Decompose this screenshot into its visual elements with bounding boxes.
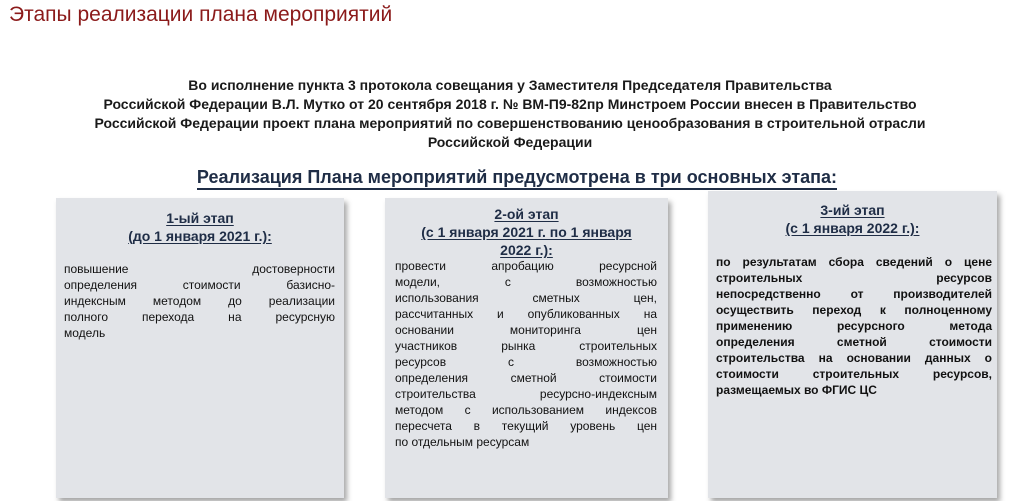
stages-headline [0,167,1024,188]
stage-2-title-line: 2-ой этап [494,206,559,222]
stage-2-text-line: пересчета в текущий уровень цен [395,419,657,433]
stage-1-title-line: 1-ый этап [166,210,234,226]
stage-2-description [395,258,657,450]
stage-2-title-line: (с 1 января 2021 г. по 1 января [421,224,632,240]
stage-3-text-line: осуществить переход к полноценному [716,303,992,317]
stage-2-title [395,205,658,259]
stage-card-2 [385,198,668,498]
stage-1-text-line: полного перехода на ресурсную [64,310,335,324]
stage-1-description [64,261,335,341]
stage-3-title-line: 3-ий этап [820,202,885,218]
stage-2-text-line: определения сметной стоимости [395,371,657,385]
stage-1-text-line: повышение достоверности [64,262,335,276]
stage-3-description [716,254,992,398]
stage-3-text-line: по результатам сбора сведений о цене [716,255,992,269]
stage-3-text-line: стоимости строительных ресурсов, [716,367,992,381]
slide-title: Этапы реализации плана мероприятий [9,3,393,26]
stage-3-text-line: строительства на основании данных о [716,351,992,365]
stage-2-text-line: основании мониторинга цен [395,323,657,337]
stage-card-1 [56,198,344,498]
intro-line: Российской Федерации [427,134,593,150]
stage-1-text-line: индексным методом до реализации [64,294,335,308]
stage-3-text-line: применению ресурсного метода [716,319,992,333]
stage-2-text-line: провести апробацию ресурсной [395,259,657,273]
stage-3-text-line: размещаемых во ФГИС ЦС [716,383,877,397]
stage-3-text-line: строительных ресурсов [716,271,992,285]
stage-2-text-line: строительства ресурсно-индексным [395,387,657,401]
stage-2-text-line: по отдельным ресурсам [395,435,530,449]
stage-card-3 [708,191,997,498]
stage-1-title-line: (до 1 января 2021 г.): [128,228,272,244]
stage-3-title-line: (с 1 января 2022 г.): [785,220,920,236]
stage-2-text-line: использования сметных цен, [395,291,657,305]
stages-headline-text: Реализация Плана мероприятий предусмотрена в три основных этапа: [197,167,837,190]
stage-3-title [718,201,987,237]
stage-1-title [76,209,324,245]
stage-1-text-line: модель [64,326,106,340]
stage-2-text-line: рассчитанных и опубликованных на [395,307,657,321]
stage-2-text-line: участников рынка строительных [395,339,657,353]
intro-line: Российской Федерации В.Л. Мутко от 20 сентября 2018 г. № ВМ-П9-82пр Минстроем России внесен в Правительство [103,96,917,112]
stage-2-title-line: 2022 г.): [500,242,553,258]
stage-2-text-line: методом с использованием индексов [395,403,657,417]
stage-1-text-line: определения стоимости базисно- [64,278,335,292]
stage-2-text-line: ресурсов с возможностью [395,355,657,369]
intro-line: Российской Федерации проект плана мероприятий по совершенствованию ценообразования в строительной отрасли [94,115,926,131]
intro-line: Во исполнение пункта 3 протокола совещания у Заместителя Председателя Правительства [188,77,832,93]
stage-3-text-line: непосредственно от производителей [716,287,992,301]
stage-2-text-line: модели, с возможностью [395,275,657,289]
intro-paragraph [40,76,980,152]
stage-3-text-line: определения сметной стоимости [716,335,992,349]
